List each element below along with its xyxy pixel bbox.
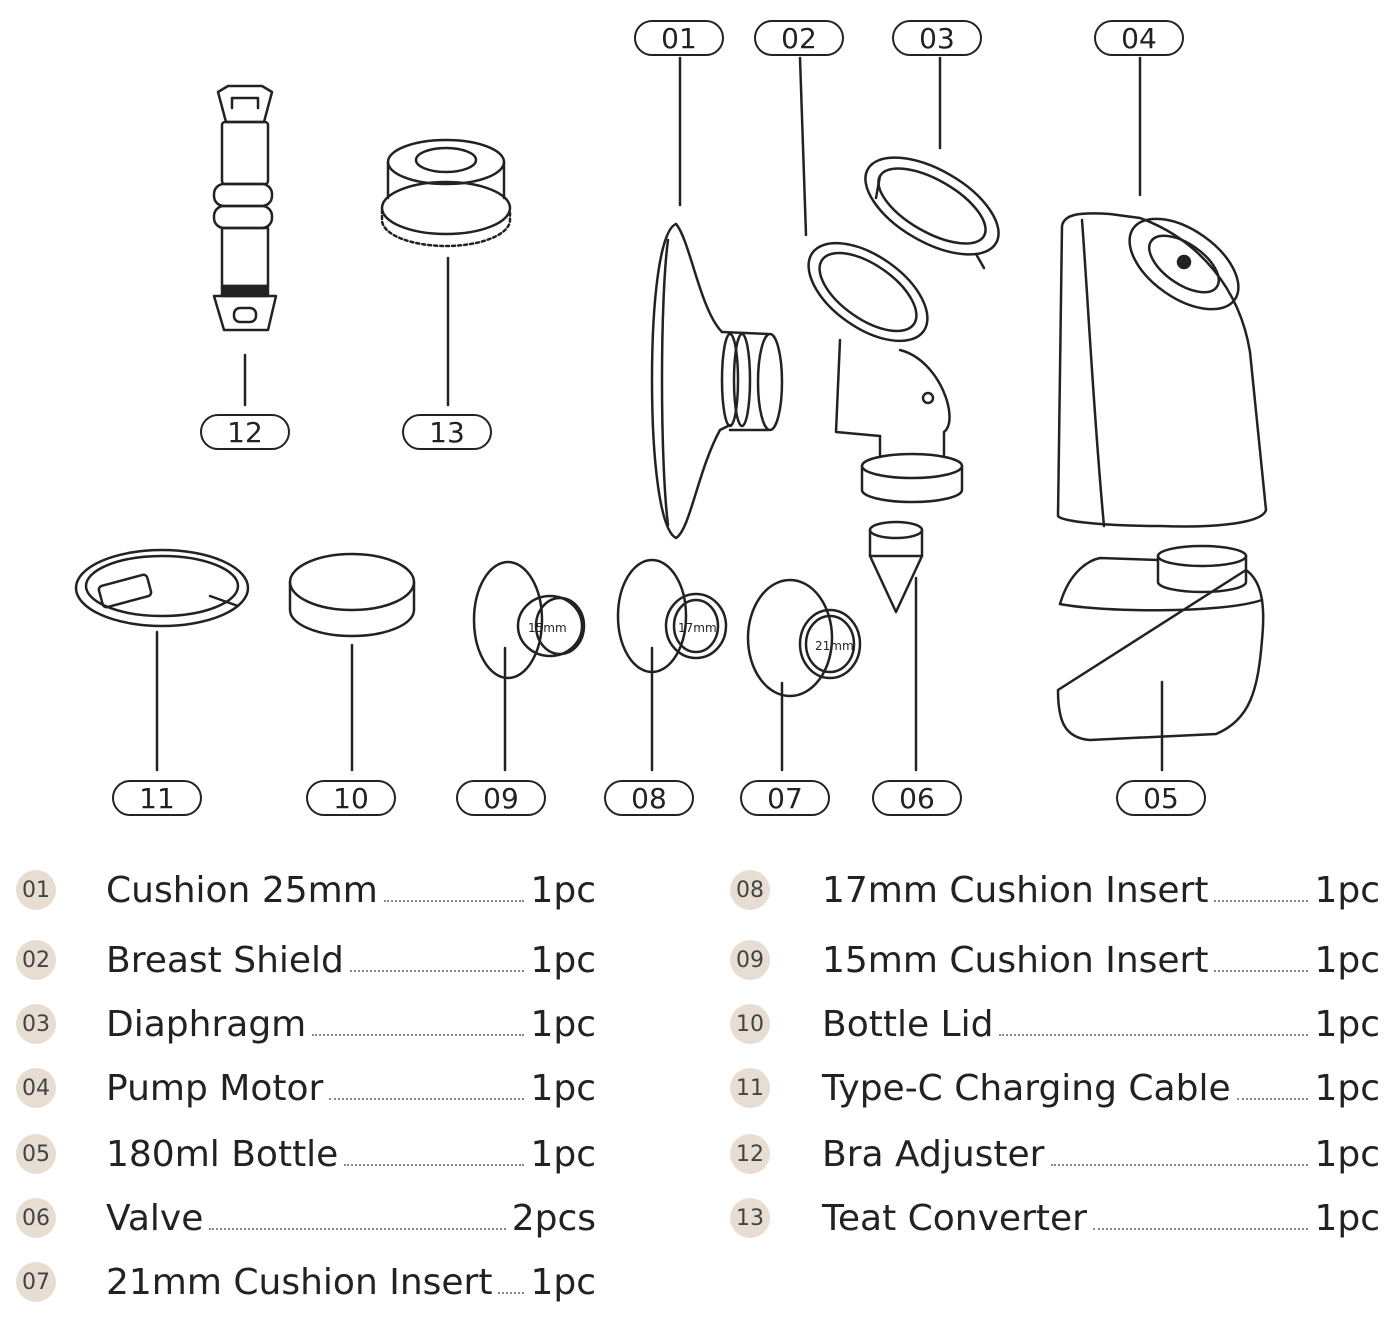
part-quantity: 1pc: [1314, 869, 1380, 911]
callout-06: 06: [872, 780, 962, 816]
leader-dots: [1051, 1150, 1309, 1166]
part-name: 17mm Cushion Insert: [822, 869, 1209, 911]
part-number-badge: 09: [730, 940, 770, 980]
part-name: 15mm Cushion Insert: [822, 939, 1209, 981]
callout-09: 09: [456, 780, 546, 816]
part-name: Bra Adjuster: [822, 1133, 1045, 1175]
part-quantity: 2pcs: [511, 1197, 596, 1239]
part-quantity: 1pc: [530, 1261, 596, 1303]
callout-08: 08: [604, 780, 694, 816]
callout-11: 11: [112, 780, 202, 816]
part-number-badge: 12: [730, 1134, 770, 1174]
part-quantity: 1pc: [1314, 1133, 1380, 1175]
part-row-04: [16, 1064, 596, 1112]
pump-motor-drawing: [1058, 201, 1266, 527]
leader-dots: [1093, 1214, 1309, 1230]
leader-dots: [1214, 886, 1308, 902]
part-row-11: [730, 1064, 1380, 1112]
part-number-badge: 08: [730, 870, 770, 910]
part-row-06: [16, 1194, 596, 1242]
part-quantity: 1pc: [1314, 1067, 1380, 1109]
leader-dots: [312, 1020, 524, 1036]
part-row-07: [16, 1258, 596, 1306]
callout-12: 12: [200, 414, 290, 450]
part-quantity: 1pc: [530, 1133, 596, 1175]
part-quantity: 1pc: [530, 1003, 596, 1045]
callout-02: 02: [754, 20, 844, 56]
leader-dots: [1214, 956, 1308, 972]
part-number-badge: 01: [16, 870, 56, 910]
callout-07: 07: [740, 780, 830, 816]
part-name: Pump Motor: [106, 1067, 324, 1109]
part-quantity: 1pc: [530, 939, 596, 981]
charging-cable-drawing: [76, 550, 248, 626]
part-name: Teat Converter: [822, 1197, 1087, 1239]
leader-dots: [350, 956, 525, 972]
part-row-10: [730, 1000, 1380, 1048]
part-name: Type-C Charging Cable: [822, 1067, 1231, 1109]
part-number-badge: 07: [16, 1262, 56, 1302]
part-quantity: 1pc: [1314, 939, 1380, 981]
part-name: 21mm Cushion Insert: [106, 1261, 493, 1303]
callout-05: 05: [1116, 780, 1206, 816]
leader-dots: [329, 1084, 524, 1100]
part-quantity: 1pc: [1314, 1197, 1380, 1239]
leader-dots: [384, 886, 525, 902]
part-number-badge: 03: [16, 1004, 56, 1044]
bra-adjuster-drawing: [214, 86, 276, 330]
part-number-badge: 02: [16, 940, 56, 980]
insert-size-21: 21mm: [815, 639, 854, 653]
part-row-05: [16, 1130, 596, 1178]
bottle-180ml-drawing: [1058, 546, 1263, 740]
callout-03: 03: [892, 20, 982, 56]
part-quantity: 1pc: [530, 869, 596, 911]
part-number-badge: 11: [730, 1068, 770, 1108]
leader-dots: [1237, 1084, 1309, 1100]
part-number-badge: 06: [16, 1198, 56, 1238]
cushion-insert-21mm-drawing: [748, 580, 860, 696]
callout-13: 13: [402, 414, 492, 450]
cushion-insert-15mm-drawing: [474, 562, 584, 678]
breast-shield-drawing: [792, 224, 962, 502]
valve-drawing: [870, 522, 922, 612]
callout-04: 04: [1094, 20, 1184, 56]
part-row-13: [730, 1194, 1380, 1242]
cushion-insert-17mm-drawing: [618, 560, 726, 672]
leader-lines: [157, 58, 1162, 770]
cushion-25mm-drawing: [652, 224, 782, 538]
part-name: Breast Shield: [106, 939, 344, 981]
part-row-01: [16, 866, 596, 914]
part-name: Valve: [106, 1197, 204, 1239]
part-quantity: 1pc: [530, 1067, 596, 1109]
insert-size-15: 15mm: [528, 621, 567, 635]
part-row-08: [730, 866, 1380, 914]
part-number-badge: 04: [16, 1068, 56, 1108]
part-row-03: [16, 1000, 596, 1048]
part-name: Diaphragm: [106, 1003, 307, 1045]
leader-dots: [999, 1020, 1308, 1036]
part-number-badge: 10: [730, 1004, 770, 1044]
part-name: 180ml Bottle: [106, 1133, 339, 1175]
part-row-12: [730, 1130, 1380, 1178]
leader-dots: [344, 1150, 524, 1166]
part-number-badge: 05: [16, 1134, 56, 1174]
part-quantity: 1pc: [1314, 1003, 1380, 1045]
part-number-badge: 13: [730, 1198, 770, 1238]
part-row-02: [16, 936, 596, 984]
bottle-lid-drawing: [290, 554, 414, 636]
leader-dots: [209, 1214, 505, 1230]
part-name: Cushion 25mm: [106, 869, 378, 911]
teat-converter-drawing: [382, 140, 510, 246]
insert-size-17: 17mm: [678, 621, 717, 635]
part-row-09: [730, 936, 1380, 984]
leader-dots: [498, 1278, 524, 1294]
callout-01: 01: [634, 20, 724, 56]
callout-10: 10: [306, 780, 396, 816]
part-name: Bottle Lid: [822, 1003, 994, 1045]
